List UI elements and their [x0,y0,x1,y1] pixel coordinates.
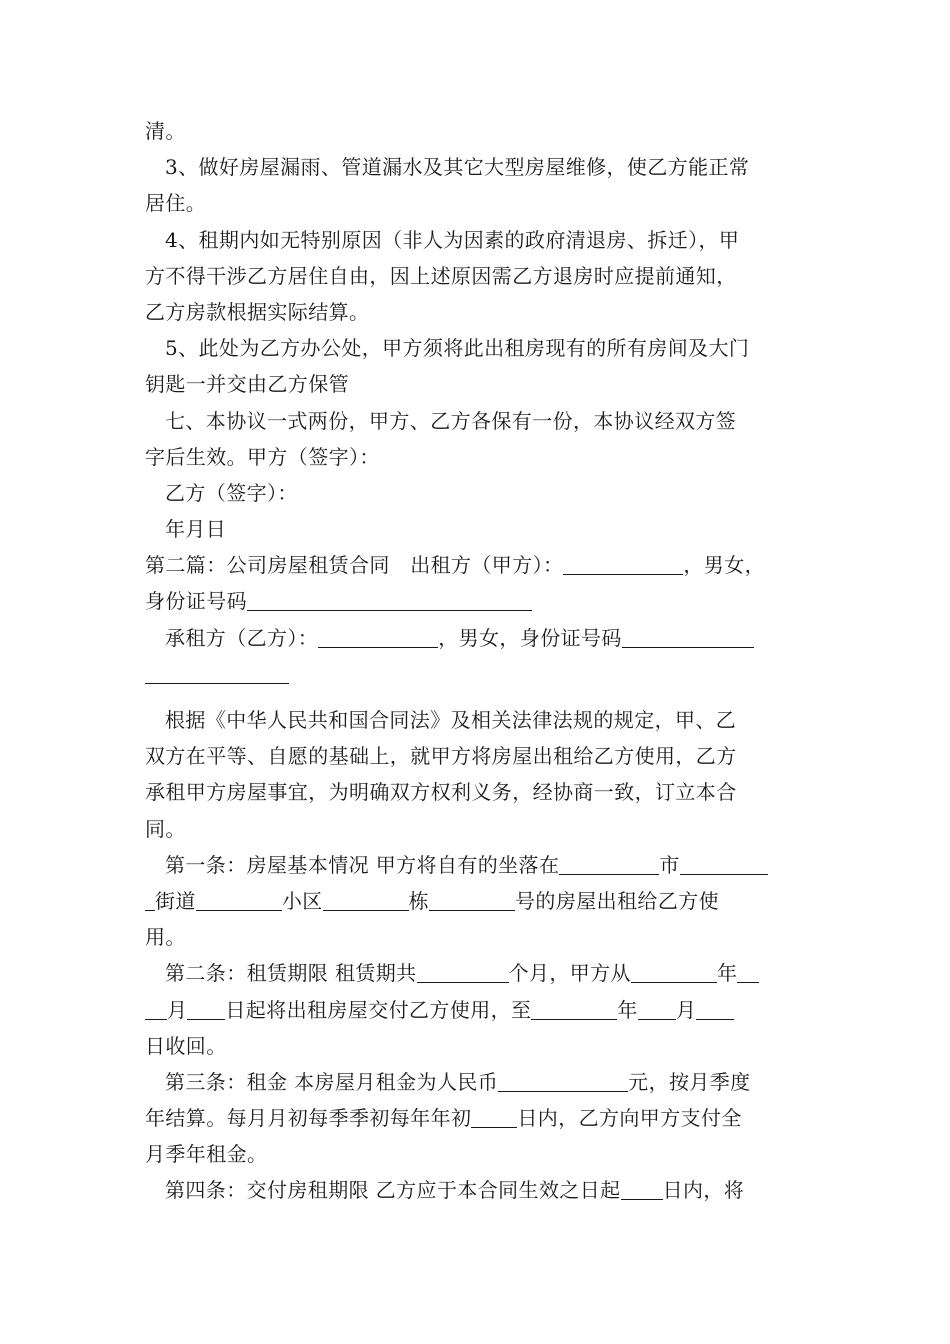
street-blank-start[interactable] [145,888,155,911]
payment-label: 日内，乙方向甲方支付全 [517,1106,742,1131]
community-label: 小区 [281,888,323,913]
text-line: 字后生效。甲方（签字）： [145,444,380,469]
building-label: 栋 [408,888,430,913]
end-month-blank[interactable] [638,997,676,1020]
text-line: 乙方房款根据实际结算。 [145,299,370,324]
id-number-label: 身份证号码 [145,589,247,614]
month-label: 月 [167,997,188,1022]
text-line: 方不得干涉乙方居住自由，因上述原因需乙方退房时应提前通知， [145,263,737,288]
text-line: 月季年租金。 [145,1142,268,1167]
settlement-label: 年结算。每月月初每季季初每年年初 [145,1106,472,1131]
article-2-line [145,955,825,991]
end-day-blank[interactable] [696,997,734,1020]
lessor-id-line [145,583,825,619]
delivery-days-blank[interactable] [621,1177,663,1200]
lessee-id-continuation-line [145,656,825,692]
chapter-2-heading-line [145,547,825,583]
article-1-line [145,847,825,883]
lessee-line [145,620,825,656]
article-1-label: 第一条：房屋基本情况 甲方将自有的坐落在 [165,852,560,877]
lessee-id-blank-continued[interactable] [145,661,289,684]
clause-5-line: 5、此处为乙方办公处，甲方须将此出租房现有的所有房间及大门 [165,336,750,361]
start-day-blank[interactable] [187,997,225,1020]
preamble-line: 根据《中华人民共和国合同法》及相关法律法规的规定，甲、乙 [165,708,737,732]
district-blank[interactable] [196,888,282,911]
text-line: 双方在平等、自愿的基础上，就甲方将房屋出租给乙方使用，乙方 [145,744,737,769]
article-4-tail-label: 日内，将 [662,1178,745,1203]
term-months-blank[interactable] [417,960,509,983]
term-dates-line [145,992,825,1028]
city-label: 市 [659,852,680,877]
number-label: 号的房屋出租给乙方使 [515,888,720,913]
city-blank[interactable] [680,852,768,875]
lessee-gender-id-label: ，男女，身份证号码 [438,625,622,650]
chapter-2-lessor-label: 第二篇：公司房屋租赁合同 出租方（甲方）： [145,553,564,578]
building-blank[interactable] [323,888,409,911]
gender-label: ，男女， [683,553,766,578]
document-page [145,113,825,1209]
text-line: 同。 [145,816,186,841]
year-label: 年 [716,961,738,986]
rent-period-label: 元，按月季度 [628,1069,751,1094]
lessor-id-blank[interactable] [247,588,532,611]
rent-amount-blank[interactable] [498,1069,628,1092]
start-year-blank[interactable] [631,960,717,983]
start-month-blank[interactable] [737,960,759,983]
text-line: 承租甲方房屋事宜，为明确双方权利义务，经协商一致，订立本合 [145,780,737,805]
article-3-line [145,1064,825,1100]
street-label: 街道 [155,888,196,913]
number-blank[interactable] [429,888,515,911]
text-line: 用。 [145,925,186,950]
text-line: 清。 [145,119,186,143]
end-year-blank[interactable] [531,997,617,1020]
lessee-name-blank[interactable] [318,625,438,648]
text-line: 钥匙一并交由乙方保管 [145,372,349,397]
clause-4-line: 4、租期内如无特别原因（非人为因素的政府清退房、拆迁），甲 [165,227,740,252]
article-4-line [145,1172,825,1208]
text-line: 居住。 [145,191,207,216]
text-line: 日收回。 [145,1033,227,1058]
payment-days-blank[interactable] [471,1105,517,1128]
address-line [145,883,825,919]
lessor-name-blank[interactable] [563,552,683,575]
spacer [145,692,825,702]
clause-3-line: 3、做好房屋漏雨、管道漏水及其它大型房屋维修，使乙方能正常 [165,155,750,180]
party-b-signature-line: 乙方（签字）： [165,480,298,505]
date-line: 年月日 [165,517,227,542]
end-month-label: 月 [675,997,697,1022]
article-3-label: 第三条：租金 本房屋月租金为人民币 [165,1069,499,1094]
from-label: 个月，甲方从 [508,961,631,986]
article-4-label: 第四条：交付房租期限 乙方应于本合同生效之日起 [165,1178,621,1203]
article-2-label: 第二条：租赁期限 租赁期共 [165,961,417,986]
start-month-blank-continued[interactable] [145,997,167,1020]
location-blank[interactable] [559,852,659,875]
section-7-line: 七、本协议一式两份，甲方、乙方各保有一份，本协议经双方签 [165,408,737,433]
end-year-label: 年 [617,997,638,1022]
delivery-label: 日起将出租房屋交付乙方使用，至 [225,997,532,1022]
lessee-label: 承租方（乙方）： [165,625,319,650]
lessee-id-blank[interactable] [622,625,754,648]
payment-line [145,1100,825,1136]
